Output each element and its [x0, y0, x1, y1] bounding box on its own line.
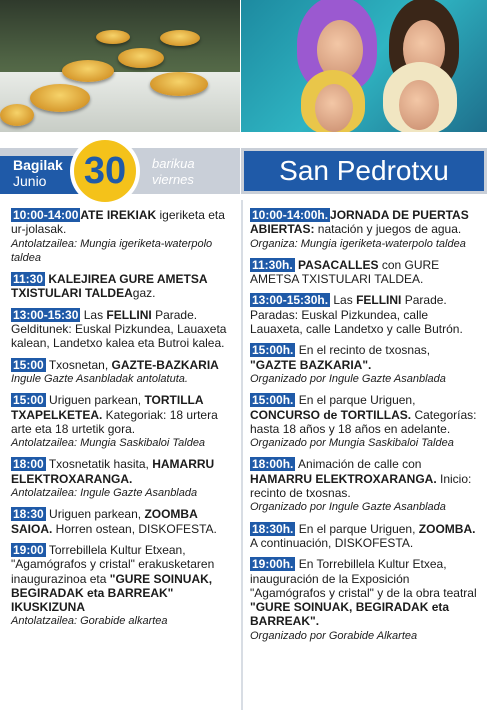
event-lead: Txosnetan, [45, 357, 112, 372]
event-organizer: Antolatzailea: Mungia igeriketa-waterpolo taldea [11, 237, 213, 264]
event-detail: igeriketa eta ur-jolasak. [11, 208, 225, 237]
event-detail: Inicio: recinto de txosnas. [250, 471, 472, 501]
event-text [250, 393, 478, 436]
event-text [250, 343, 478, 372]
tortilla-plate [118, 48, 164, 68]
event-title: HAMARRU ELEKTROXARANGA. [11, 457, 215, 486]
event-time: 19:00h. [252, 557, 294, 572]
event-text [250, 457, 478, 500]
event-lead: En el parque Uriguen, [295, 521, 419, 536]
event-detail: natación y juegos de agua. [314, 222, 462, 237]
tortilla-photo [0, 0, 240, 132]
event-organizer: Organizado por Ingule Gazte Asanblada [250, 501, 446, 514]
event-lead: Uriguen parkean, [45, 507, 145, 522]
tortilla-plate [96, 30, 130, 44]
event-text [11, 457, 236, 486]
event-title: CONCURSO de TORTILLAS. [250, 407, 412, 422]
tortilla-plate [150, 72, 208, 96]
event-title: HAMARRU ELEKTROXARANGA. [250, 471, 437, 486]
schedule-event [250, 258, 478, 287]
event-title: "GURE SOINUAK, BEGIRADAK eta BARREAK" IKUSKIZUNA [11, 571, 213, 615]
schedule-event [11, 507, 236, 536]
event-time: 18:00h. [252, 457, 294, 472]
event-organizer: Organizado por Gorabide Alkartea [250, 629, 418, 642]
event-detail: Horren ostean, DISKOFESTA. [52, 521, 217, 536]
schedule-event [11, 543, 236, 629]
event-title: ZOOMBA. [418, 521, 476, 536]
event-time: 15:00 [13, 393, 44, 408]
event-organizer: Ingule Gazte Asanbladak antolatuta. [11, 372, 188, 385]
schedule-spanish [250, 208, 478, 650]
schedule-event [11, 272, 236, 301]
event-text [250, 522, 478, 551]
costume-photo [241, 0, 487, 132]
day-number: 30 [70, 136, 140, 206]
schedule-event [11, 308, 236, 351]
event-time: 18:30 [13, 507, 44, 522]
date-banner [0, 148, 240, 194]
event-title: ZOOMBA SAIOA. [11, 507, 198, 536]
column-divider [241, 200, 243, 710]
face [399, 80, 439, 130]
event-title: FELLINI [356, 293, 402, 308]
event-text [250, 293, 478, 336]
event-detail: Parade. Paradas: Euskal Pizkundea, calle Lauaxeta, calle Landetxo y calle Butrón. [250, 293, 463, 337]
event-title: ATE IREKIAK [80, 208, 157, 222]
event-time: 18:00 [13, 457, 44, 472]
event-detail: A continuación, DISKOFESTA. [250, 535, 414, 550]
event-time: 13:00-15:30h. [252, 293, 329, 308]
event-organizer: Organiza: Mungia igeriketa-waterpolo taldea [250, 237, 466, 250]
event-time: 11:30h. [252, 257, 293, 272]
event-lead: En el recinto de txosnas, [295, 343, 431, 358]
schedule-event [11, 393, 236, 450]
event-title: KALEJIREA GURE AMETSA TXISTULARI TALDEA [11, 272, 208, 301]
event-organizer: Antolatzailea: Gorabide alkartea [11, 615, 168, 628]
event-time: 18:30h. [252, 521, 294, 536]
event-lead: Las [80, 307, 107, 322]
event-text [11, 208, 236, 237]
event-lead: En Torrebillela Kultur Etxea, inauguración de la Exposición "Agamógrafos y cristal" y de la obra teatral [250, 557, 477, 600]
event-title: "GURE SOINUAK, BEGIRADAK eta BARREAK". [250, 600, 450, 629]
schedule-event [250, 393, 478, 450]
event-lead: Uriguen parkean, [45, 393, 145, 408]
event-title: TORTILLA TXAPELKETEA. [11, 393, 204, 422]
schedule-event [250, 343, 478, 386]
event-text [11, 272, 236, 301]
schedule-event [250, 457, 478, 514]
event-lead: En el parque Uriguen, [295, 393, 416, 408]
schedule-basque [11, 208, 236, 636]
event-text [250, 557, 478, 628]
event-title: GAZTE-BAZKARIA [111, 357, 219, 372]
event-text [11, 358, 236, 372]
tortilla-plate [0, 104, 34, 126]
event-time: 19:00 [13, 542, 44, 557]
event-lead: Animación de calle con [295, 457, 422, 472]
title-banner [241, 148, 487, 194]
schedule-event [11, 457, 236, 500]
event-detail: gaz. [132, 286, 156, 301]
event-time: 11:30 [13, 272, 44, 287]
event-title: San Pedrotxu [279, 155, 449, 186]
month-basque: Bagilak [13, 157, 63, 173]
event-time: 15:00h. [252, 343, 294, 358]
schedule-event [250, 293, 478, 336]
tortilla-plate [160, 30, 200, 46]
event-text [250, 208, 478, 237]
event-text [11, 393, 236, 436]
schedule-event [11, 358, 236, 387]
event-organizer: Organizado por Ingule Gazte Asanblada [250, 372, 446, 385]
weekday-basque: barikua [152, 156, 195, 171]
schedule-event [250, 557, 478, 643]
event-detail: Parade. Gelditunek: Euskal Pizkundea, Lauaxeta kalean, Landetxo kalea eta Butroi kalea. [11, 307, 227, 351]
event-time: 13:00-15:30 [13, 307, 79, 322]
event-title: PASACALLES [298, 257, 379, 272]
event-text [11, 507, 236, 536]
event-lead: Txosnetatik hasita, [45, 457, 153, 472]
event-title: JORNADA DE PUERTAS ABIERTAS: [250, 208, 469, 237]
weekday-spanish: viernes [152, 172, 194, 187]
schedule-event [250, 208, 478, 251]
event-text [11, 308, 236, 351]
schedule-event [11, 208, 236, 265]
schedule-event [250, 522, 478, 551]
event-time: 10:00-14:00 [13, 208, 79, 222]
event-detail: con GURE AMETSA TXISTULARI TALDEA. [250, 257, 440, 287]
event-time: 15:00h. [252, 393, 294, 408]
event-detail: Categorías: hasta 18 años y 18 años en adelante. [250, 407, 477, 436]
event-text [250, 258, 478, 287]
face [315, 84, 353, 132]
event-title: "GAZTE BAZKARIA". [250, 357, 372, 372]
month-spanish: Junio [13, 173, 47, 189]
event-time: 15:00 [13, 357, 44, 372]
event-lead: Las [330, 293, 357, 308]
event-title: FELLINI [106, 307, 152, 322]
tortilla-plate [62, 60, 114, 82]
event-text [11, 543, 236, 614]
event-lead: Torrebillela Kultur Etxean, "Agamógrafos y cristal" erakusketaren inaugurazinoa eta [11, 542, 215, 586]
event-detail: Kategoriak: 18 urtera arte eta 18 urtetik gora. [11, 407, 218, 436]
event-organizer: Organizado por Mungia Saskibaloi Taldea [250, 437, 454, 450]
event-organizer: Antolatzailea: Mungia Saskibaloi Taldea [11, 437, 206, 450]
tortilla-plate [30, 84, 90, 112]
event-organizer: Antolatzailea: Ingule Gazte Asanblada [11, 487, 198, 500]
event-time: 10:00-14:00h. [252, 208, 329, 222]
